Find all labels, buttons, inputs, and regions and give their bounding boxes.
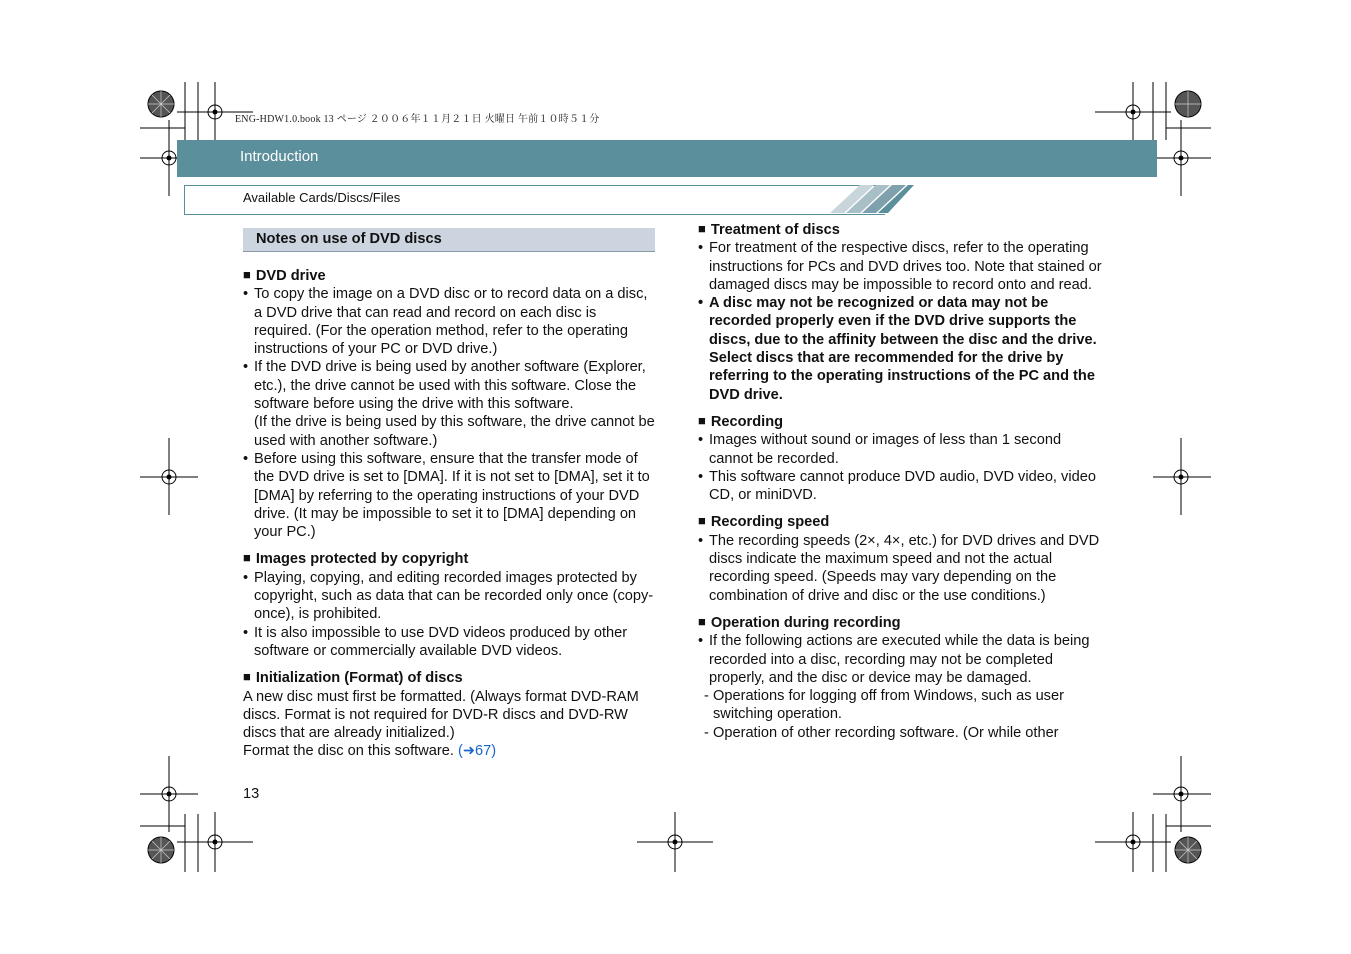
list-item: • The recording speeds (2×, 4×, etc.) for DVD drives and DVD discs indicate the maximum speed and not the actual recording speed. (Speeds may vary depending on the combination of drive and disc or the use conditions.) bbox=[698, 532, 1108, 605]
treatment-heading: ■ Treatment of discs bbox=[698, 221, 1108, 239]
subsection-title: Available Cards/Discs/Files bbox=[243, 190, 401, 205]
list-item: • For treatment of the respective discs, refer to the operating instructions for PCs and DVD drives too. Note that stained or damaged discs may be impossible to record onto and read. bbox=[698, 239, 1108, 294]
dvd-drive-heading: ■ DVD drive bbox=[243, 267, 655, 285]
notes-section-title: Notes on use of DVD discs bbox=[243, 228, 655, 252]
operation-heading: ■ Operation during recording bbox=[698, 614, 1108, 632]
list-item: • Before using this software, ensure that the transfer mode of the DVD drive is set to [DMA]. If it is not set to [DMA], set it to [DMA] by referring to the operating instructions of your DVD drive. (It may be impossible to set it to [DMA] depending on your PC.) bbox=[243, 450, 655, 541]
section-title: Introduction bbox=[240, 148, 319, 165]
right-column bbox=[698, 221, 1108, 742]
recording-heading: ■ Recording bbox=[698, 413, 1108, 431]
list-item: • If the DVD drive is being used by another software (Explorer, etc.), the drive cannot be used with this software. Close the software before using the drive with this software. (If the drive is being used by this software, the drive cannot be used with another software.) bbox=[243, 358, 655, 449]
list-item: • If the following actions are executed while the data is being recorded into a disc, recording may not be completed properly, and the disc or device may be damaged. bbox=[698, 632, 1108, 687]
page-number: 13 bbox=[243, 786, 260, 802]
header-band bbox=[177, 140, 1157, 177]
list-item: • It is also impossible to use DVD videos produced by other software or commercially available DVD videos. bbox=[243, 624, 655, 661]
decorative-stripes bbox=[830, 183, 920, 215]
recording-list bbox=[698, 431, 1108, 504]
init-heading: ■ Initialization (Format) of discs bbox=[243, 669, 655, 687]
list-item-note: (If the drive is being used by this software, the drive cannot be used with another software.) bbox=[254, 414, 655, 449]
dash-item: - Operation of other recording software. (Or while other bbox=[698, 724, 1108, 742]
list-item: • This software cannot produce DVD audio, DVD video, video CD, or miniDVD. bbox=[698, 468, 1108, 505]
dash-item: - Operations for logging off from Windows, such as user switching operation. bbox=[698, 687, 1108, 724]
list-item-warning: • A disc may not be recognized or data may not be recorded properly even if the DVD drive supports the discs, due to the affinity between the disc and the drive. Select discs that are recommended for the drive by referring to the operating instructions of the PC and the DVD drive. bbox=[698, 294, 1108, 404]
list-item: • To copy the image on a DVD disc or to record data on a disc, a DVD drive that can read and record on each disc is required. (For the operation method, refer to the operating instructions of your PC or DVD drive.) bbox=[243, 285, 655, 358]
recording-speed-heading: ■ Recording speed bbox=[698, 513, 1108, 531]
print-file-header: ENG-HDW1.0.book 13 ページ ２００６年１１月２１日 火曜日 午前１０時５１分 bbox=[235, 114, 600, 125]
operation-list bbox=[698, 632, 1108, 742]
list-item: • Playing, copying, and editing recorded images protected by copyright, such as data that can be recorded only once (copy-once), is prohibited. bbox=[243, 569, 655, 624]
recording-speed-list bbox=[698, 532, 1108, 605]
dvd-drive-list bbox=[243, 285, 655, 541]
copyright-list bbox=[243, 569, 655, 660]
left-column bbox=[243, 228, 655, 761]
treatment-list bbox=[698, 239, 1108, 404]
init-paragraph: A new disc must first be formatted. (Always format DVD-RAM discs. Format is not required for DVD-R discs and DVD-RW discs that are already initialized.) bbox=[243, 688, 639, 742]
copyright-heading: ■ Images protected by copyright bbox=[243, 550, 655, 568]
init-format-paragraph: Format the disc on this software. (➜67) bbox=[243, 743, 497, 760]
list-item: • Images without sound or images of less than 1 second cannot be recorded. bbox=[698, 431, 1108, 468]
page-link[interactable]: (➜67) bbox=[457, 743, 497, 760]
